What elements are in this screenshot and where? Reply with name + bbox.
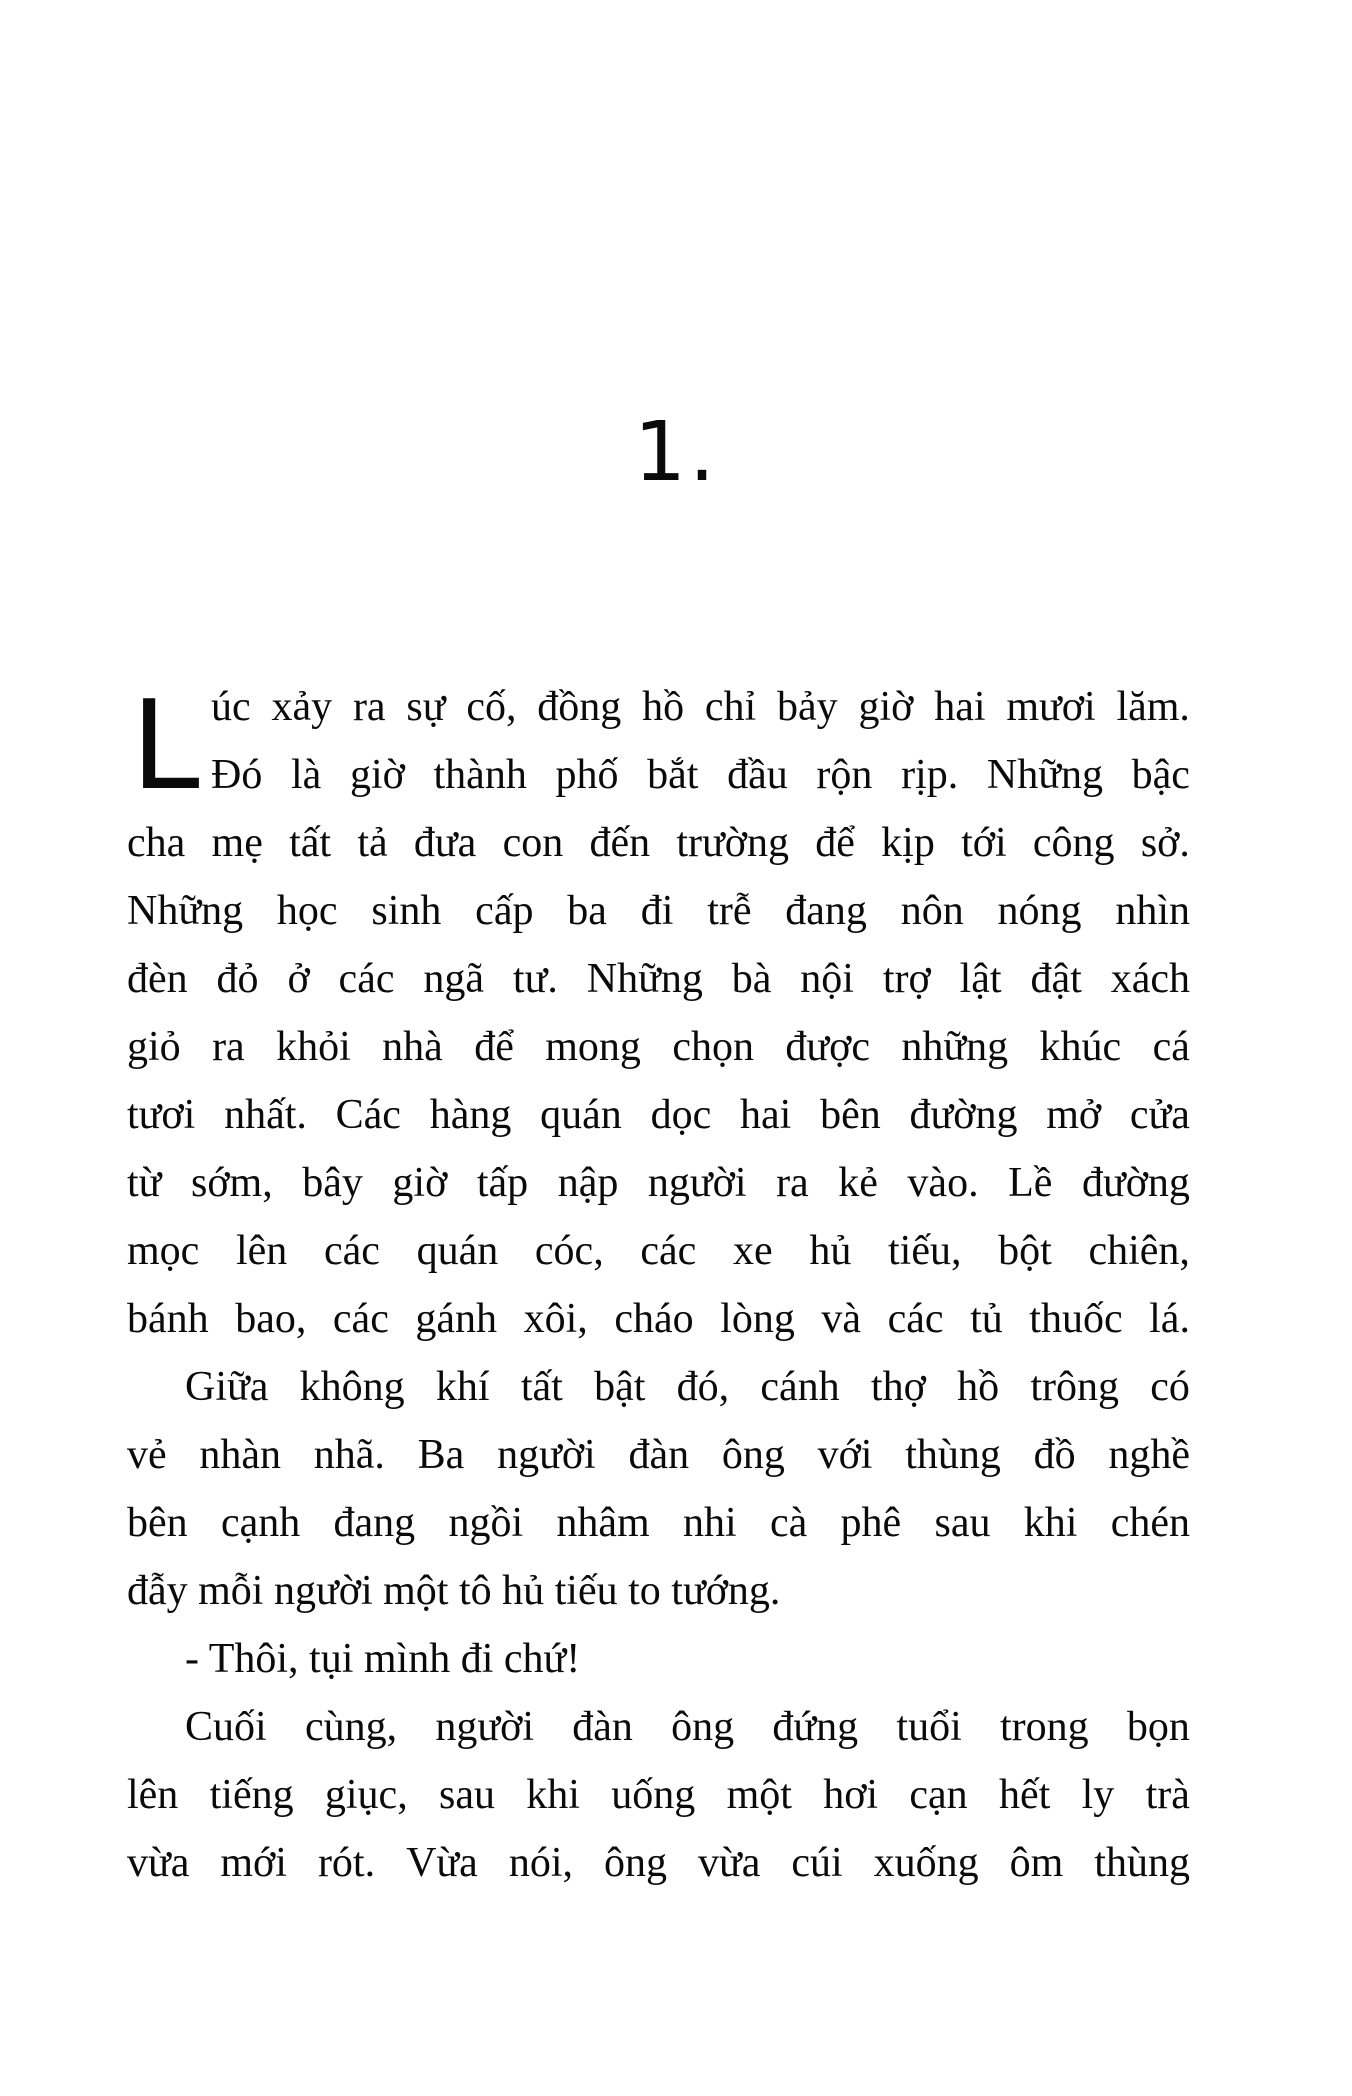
word: bậc xyxy=(1131,752,1190,798)
word: các xyxy=(338,956,395,1002)
word: mong xyxy=(545,1024,641,1070)
word: khúc xyxy=(1039,1024,1122,1070)
word: gánh xyxy=(415,1296,498,1342)
word: tủ xyxy=(970,1296,1003,1342)
word: xảy xyxy=(271,684,333,730)
word: là xyxy=(291,752,322,798)
word: cạn xyxy=(909,1772,968,1818)
word: xuống xyxy=(873,1840,979,1886)
word: Các xyxy=(335,1092,401,1138)
word: đến xyxy=(589,820,651,866)
word: được xyxy=(785,1024,870,1070)
word: trông xyxy=(1030,1364,1119,1410)
body-text xyxy=(127,673,1190,1897)
word: Những xyxy=(586,956,703,1002)
word: hủ xyxy=(809,1228,852,1274)
word: người xyxy=(435,1704,534,1750)
word: hai xyxy=(739,1092,792,1138)
text-line xyxy=(127,1489,1190,1557)
word: tất xyxy=(520,1364,563,1410)
word: ra xyxy=(776,1160,809,1206)
word: Vừa xyxy=(406,1840,478,1886)
word: và xyxy=(821,1296,862,1342)
word: lăm. xyxy=(1116,684,1190,730)
word: nhà xyxy=(382,1024,443,1070)
word: vừa xyxy=(127,1840,190,1886)
word: xe xyxy=(732,1228,773,1274)
word: sinh xyxy=(371,888,442,934)
word: bắt xyxy=(647,752,699,798)
word: đi xyxy=(640,888,674,934)
word: các xyxy=(887,1296,944,1342)
word: Cuối xyxy=(185,1704,267,1750)
word: đàn xyxy=(628,1432,690,1478)
word: quán xyxy=(416,1228,499,1274)
word: chiên, xyxy=(1088,1228,1190,1274)
word: Lề xyxy=(1008,1160,1053,1206)
word: trà xyxy=(1145,1772,1190,1818)
word: các xyxy=(640,1228,697,1274)
word: lên xyxy=(127,1772,179,1818)
text-line: - Thôi, tụi mình đi chứ! xyxy=(185,1636,581,1682)
word: không xyxy=(299,1364,405,1410)
word: học xyxy=(276,888,338,934)
word: nhi xyxy=(683,1500,737,1546)
word: người xyxy=(647,1160,747,1206)
text-line xyxy=(127,1013,1190,1081)
word: cà xyxy=(769,1500,808,1546)
word: chén xyxy=(1110,1500,1190,1546)
word: cửa xyxy=(1129,1092,1190,1138)
word: nội xyxy=(800,956,854,1002)
word: chọn xyxy=(672,1024,754,1070)
word: trường xyxy=(676,820,790,866)
word: mở xyxy=(1046,1092,1102,1138)
word: tiếu, xyxy=(887,1228,962,1274)
word: cùng, xyxy=(304,1704,398,1750)
word: thành xyxy=(433,752,527,798)
word: giờ xyxy=(858,684,914,730)
word: tả xyxy=(357,820,388,866)
word: kẻ xyxy=(838,1160,878,1206)
word: vào. xyxy=(907,1160,979,1206)
word: ở xyxy=(287,956,310,1002)
word: khi xyxy=(1023,1500,1078,1546)
text-line xyxy=(127,1081,1190,1149)
word: lật xyxy=(959,956,1002,1002)
word: bật xyxy=(594,1364,646,1410)
word: ông xyxy=(721,1432,785,1478)
word: tiếng xyxy=(209,1772,294,1818)
word: hồ xyxy=(642,684,685,730)
word: khí xyxy=(435,1364,490,1410)
word: vẻ xyxy=(127,1432,167,1478)
word: sau xyxy=(439,1772,495,1818)
word: bên xyxy=(820,1092,881,1138)
word: Ba xyxy=(417,1432,465,1478)
word: tới xyxy=(961,820,1007,866)
word: để xyxy=(474,1024,514,1070)
word: ôm xyxy=(1009,1840,1064,1886)
word: ngồi xyxy=(448,1500,524,1546)
word: Giữa xyxy=(185,1364,269,1410)
word: tất xyxy=(289,820,332,866)
word: bao, xyxy=(235,1296,307,1342)
word: đường xyxy=(1081,1160,1190,1206)
word: quán xyxy=(540,1092,622,1138)
text-line xyxy=(211,741,1190,809)
word: ra xyxy=(352,684,386,730)
text-line xyxy=(127,1829,1190,1897)
word: uống xyxy=(611,1772,696,1818)
text-line xyxy=(127,809,1190,877)
word: đèn xyxy=(127,956,188,1002)
word: ông xyxy=(603,1840,667,1886)
word: cấp xyxy=(475,888,534,934)
word: hết xyxy=(998,1772,1051,1818)
word: thuốc xyxy=(1029,1296,1123,1342)
word: trợ xyxy=(882,956,931,1002)
word: kịp xyxy=(881,820,935,866)
word: đàn xyxy=(572,1704,633,1750)
text-line xyxy=(211,673,1190,741)
word: mọc xyxy=(127,1228,200,1274)
word: sớm, xyxy=(190,1160,273,1206)
text-line xyxy=(127,1693,1190,1761)
text-line xyxy=(127,1353,1190,1421)
word: bảy xyxy=(777,684,838,730)
word: xôi, xyxy=(523,1296,588,1342)
chapter-number: 1. xyxy=(633,405,719,500)
word: bột xyxy=(998,1228,1052,1274)
word: các xyxy=(323,1228,380,1274)
word: bên xyxy=(127,1500,188,1546)
word: nhâm xyxy=(556,1500,650,1546)
word: nôn xyxy=(900,888,964,934)
word: để xyxy=(815,820,855,866)
word: nóng xyxy=(997,888,1082,934)
word: úc xyxy=(211,684,251,730)
word: phố xyxy=(555,752,619,798)
word: ly xyxy=(1081,1772,1115,1818)
word: mẹ xyxy=(211,820,263,866)
text-line xyxy=(127,1421,1190,1489)
word: lá. xyxy=(1149,1296,1190,1342)
word: con xyxy=(502,820,564,866)
word: tấp xyxy=(476,1160,529,1206)
word: tuổi xyxy=(896,1704,962,1750)
word: bây xyxy=(302,1160,363,1206)
word: chỉ xyxy=(704,684,757,730)
word: Đó xyxy=(211,752,263,798)
word: khỏi xyxy=(276,1024,351,1070)
word: đồ xyxy=(1033,1432,1076,1478)
word: công xyxy=(1032,820,1115,866)
word: giỏ xyxy=(127,1024,181,1070)
text-line xyxy=(127,877,1190,945)
word: trong xyxy=(1000,1704,1089,1750)
word: nghề xyxy=(1108,1432,1190,1478)
word: những xyxy=(901,1024,1009,1070)
word: các xyxy=(332,1296,389,1342)
word: vừa xyxy=(697,1840,761,1886)
word: cá xyxy=(1152,1024,1190,1070)
word: cóc, xyxy=(534,1228,604,1274)
word: lên xyxy=(235,1228,288,1274)
word: phê xyxy=(840,1500,902,1546)
word: trễ xyxy=(707,888,752,934)
word: cháo xyxy=(614,1296,694,1342)
word: đầu xyxy=(727,752,788,798)
text-line xyxy=(127,1761,1190,1829)
text-line xyxy=(127,1285,1190,1353)
word: một xyxy=(726,1772,792,1818)
drop-cap-letter: L xyxy=(131,675,200,818)
text-line: đẫy mỗi người một tô hủ tiếu to tướng. xyxy=(127,1568,781,1614)
word: khi xyxy=(526,1772,580,1818)
word: đồng xyxy=(537,684,622,730)
word: giờ xyxy=(349,752,405,798)
word: dọc xyxy=(650,1092,712,1138)
word: cánh xyxy=(760,1364,840,1410)
word: nhìn xyxy=(1115,888,1190,934)
word: nhàn xyxy=(199,1432,282,1478)
text-line xyxy=(127,1149,1190,1217)
word: đang xyxy=(785,888,867,934)
word: đó, xyxy=(676,1364,730,1410)
word: hơi xyxy=(823,1772,879,1818)
word: rộn xyxy=(816,752,873,798)
word: bánh xyxy=(127,1296,209,1342)
word: sở. xyxy=(1140,820,1190,866)
word: thùng xyxy=(905,1432,1001,1478)
word: nhã. xyxy=(313,1432,385,1478)
word: thợ xyxy=(870,1364,926,1410)
word: tư. xyxy=(512,956,558,1002)
word: đỏ xyxy=(216,956,259,1002)
word: Những xyxy=(127,888,244,934)
word: rót. xyxy=(317,1840,376,1886)
word: nhất. xyxy=(224,1092,307,1138)
word: thùng xyxy=(1094,1840,1190,1886)
word: có xyxy=(1150,1364,1190,1410)
word: cạnh xyxy=(220,1500,301,1546)
word: đưa xyxy=(413,820,477,866)
word: cố, xyxy=(466,684,517,730)
word: giục, xyxy=(324,1772,408,1818)
word: tươi xyxy=(127,1092,196,1138)
word: nói, xyxy=(508,1840,573,1886)
word: ba xyxy=(567,888,607,934)
word: bọn xyxy=(1126,1704,1190,1750)
word: bà xyxy=(731,956,772,1002)
word: đứng xyxy=(772,1704,859,1750)
word: nập xyxy=(557,1160,619,1206)
word: mươi xyxy=(1006,684,1096,730)
word: sự xyxy=(406,684,446,730)
word: giờ xyxy=(392,1160,448,1206)
word: sau xyxy=(934,1500,991,1546)
word: ra xyxy=(212,1024,245,1070)
word: xách xyxy=(1110,956,1190,1002)
word: từ xyxy=(127,1160,162,1206)
text-line xyxy=(127,1217,1190,1285)
word: ông xyxy=(671,1704,735,1750)
word: cúi xyxy=(791,1840,843,1886)
word: hai xyxy=(934,684,986,730)
word: đang xyxy=(333,1500,416,1546)
word: lòng xyxy=(720,1296,795,1342)
word: rịp. xyxy=(901,752,959,798)
word: mới xyxy=(220,1840,287,1886)
text-line xyxy=(127,945,1190,1013)
word: đật xyxy=(1030,956,1082,1002)
word: ngã xyxy=(423,956,485,1002)
word: Những xyxy=(986,752,1103,798)
word: hồ xyxy=(957,1364,1000,1410)
word: người xyxy=(497,1432,596,1478)
word: cha xyxy=(127,820,186,866)
word: với xyxy=(817,1432,873,1478)
word: đường xyxy=(909,1092,1018,1138)
word: hàng xyxy=(429,1092,512,1138)
